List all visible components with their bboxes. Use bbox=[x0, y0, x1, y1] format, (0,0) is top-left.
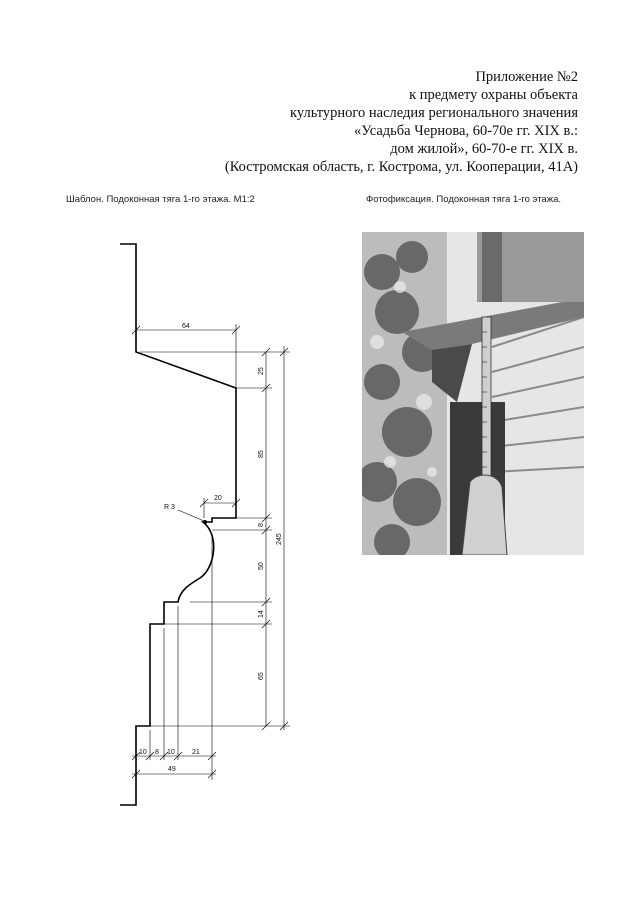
annex-title: Приложение №2 bbox=[475, 69, 578, 85]
header-line-6: (Костромская область, г. Кострома, ул. Кооперации, 41А) bbox=[224, 159, 578, 175]
facade-photo bbox=[362, 232, 584, 555]
photo-caption: Фотофиксация. Подоконная тяга 1-го этажа. bbox=[366, 194, 561, 205]
dim-10a-label: 10 bbox=[139, 749, 147, 756]
dim-25-label: 25 bbox=[258, 367, 265, 375]
header-line-4: «Усадьба Чернова, 60-70е гг. XIX в.: bbox=[353, 123, 578, 139]
dim-50-label: 50 bbox=[258, 562, 265, 570]
template-caption: Шаблон. Подоконная тяга 1-го этажа. М1:2 bbox=[66, 194, 255, 205]
dim-65-label: 65 bbox=[258, 672, 265, 680]
dim-85-label: 85 bbox=[258, 450, 265, 458]
dim-chain-bottom bbox=[132, 534, 216, 780]
header-line-2: к предмету охраны объекта bbox=[409, 87, 578, 103]
header-line-5: дом жилой», 60-70-е гг. XIX в. bbox=[390, 141, 578, 157]
dim-64-label: 64 bbox=[182, 323, 190, 330]
dim-10b-label: 10 bbox=[167, 749, 175, 756]
dim-245-label: 245 bbox=[276, 533, 283, 545]
header-line-3: культурного наследия регионального значения bbox=[290, 105, 578, 121]
dim-8b-label: 8 bbox=[155, 749, 159, 756]
dim-49-label: 49 bbox=[168, 766, 176, 773]
radius-label: R 3 bbox=[164, 504, 175, 511]
dim-chain-vertical bbox=[140, 346, 290, 730]
dim-14-label: 14 bbox=[258, 610, 265, 618]
dim-20-label: 20 bbox=[214, 495, 222, 502]
annex-header bbox=[158, 68, 578, 176]
profile-drawing bbox=[60, 225, 300, 815]
dim-21-label: 21 bbox=[192, 749, 200, 756]
dim-8-label: 8 bbox=[258, 523, 265, 527]
